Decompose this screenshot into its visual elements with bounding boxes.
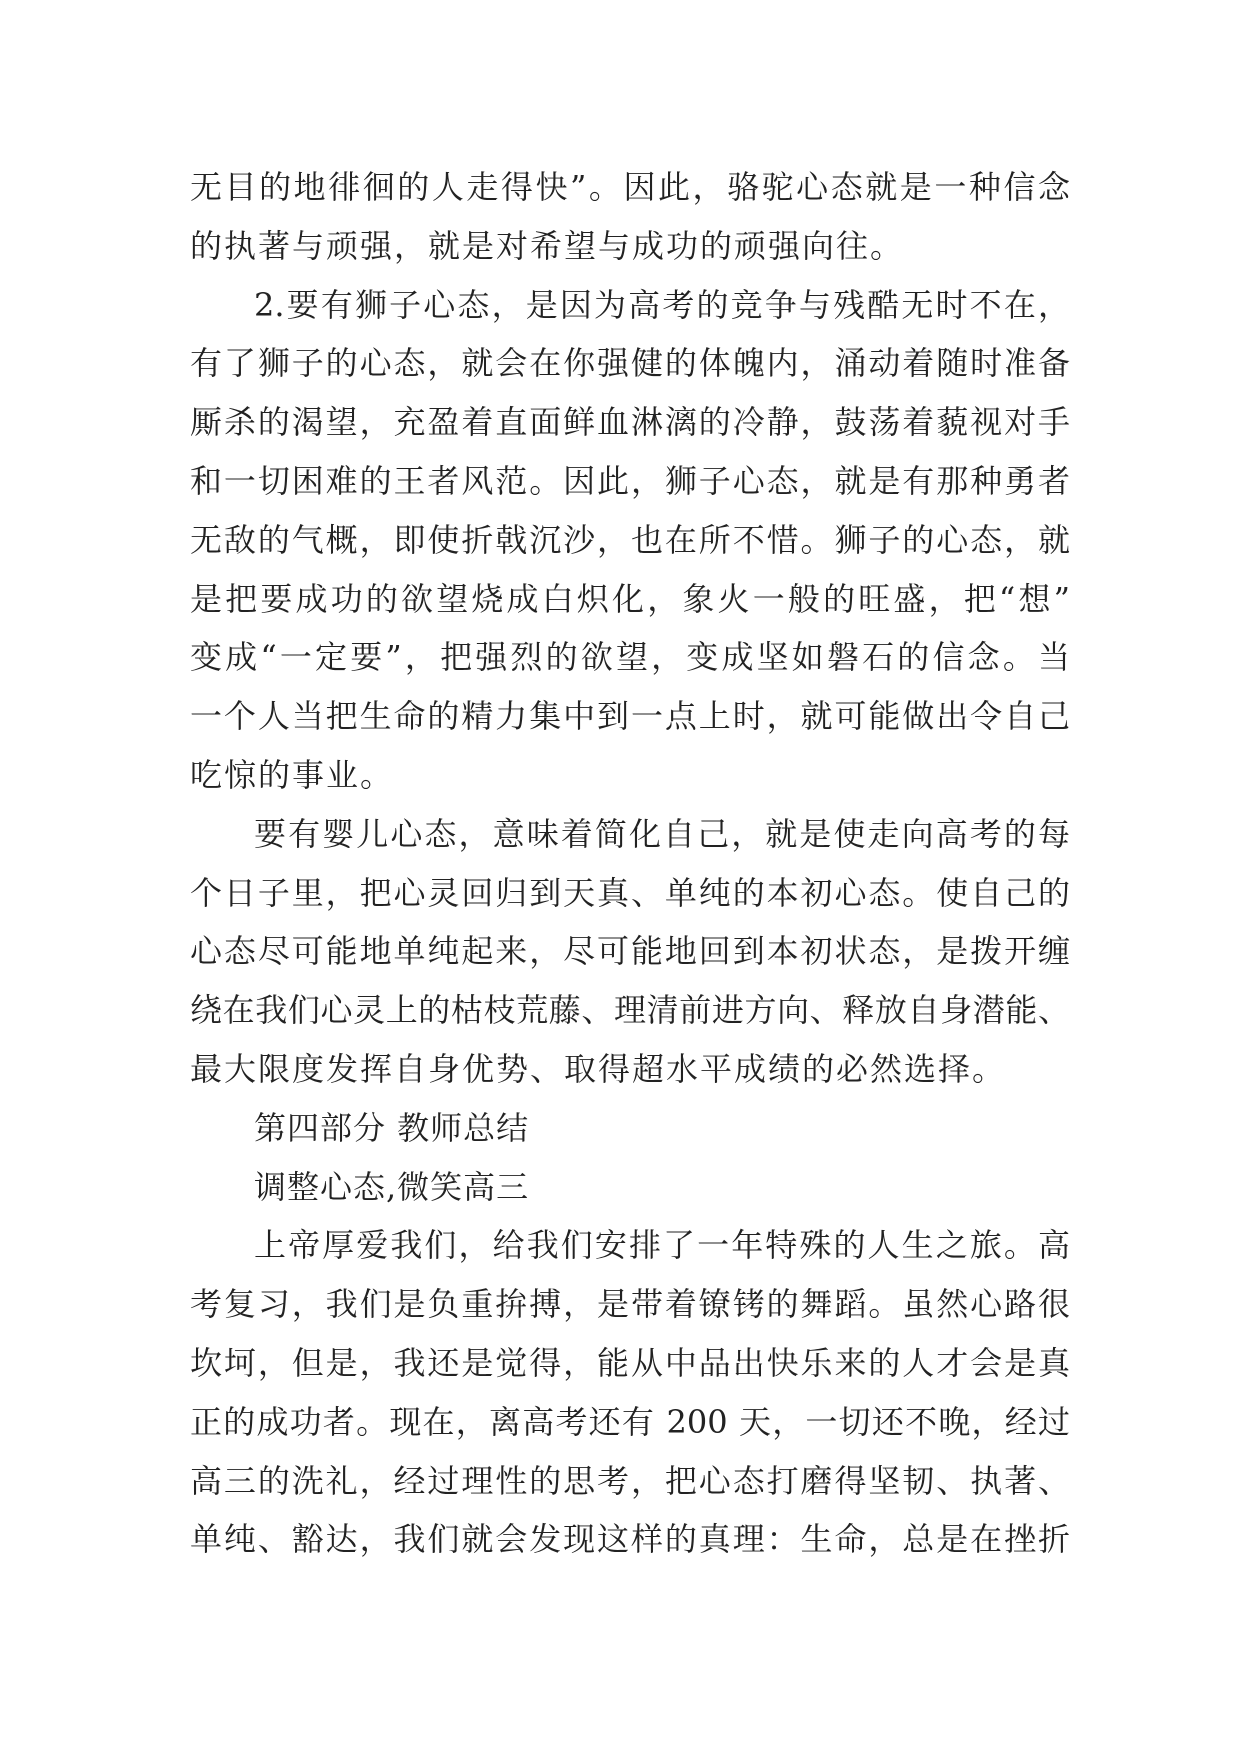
text-line: 变成“一定要”，把强烈的欲望，变成坚如磐石的信念。当: [190, 638, 1070, 677]
text-line: 单纯、豁达，我们就会发现这样的真理：生命，总是在挫折: [190, 1520, 1070, 1559]
text-line: 考复习，我们是负重拚搏，是带着镣铐的舞蹈。虽然心路很: [190, 1285, 1070, 1324]
text-line: 的执著与顽强，就是对希望与成功的顽强向往。: [190, 226, 905, 265]
section-heading: 第四部分 教师总结: [254, 1108, 530, 1147]
text-line: 是把要成功的欲望烧成白炽化，象火一般的旺盛，把“想”: [190, 579, 1070, 618]
text-line: 正的成功者。现在，离高考还有 200 天，一切还不晚，经过: [190, 1402, 1070, 1441]
text-line: 上帝厚爱我们，给我们安排了一年特殊的人生之旅。高: [254, 1226, 1070, 1265]
text-line: 心态尽可能地单纯起来，尽可能地回到本初状态，是拨开缠: [190, 932, 1070, 971]
text-line: 和一切困难的王者风范。因此，狮子心态，就是有那种勇者: [190, 461, 1070, 500]
text-line: 绕在我们心灵上的枯枝荒藤、理清前进方向、释放自身潜能、: [190, 991, 1070, 1030]
text-line: 2.要有狮子心态，是因为高考的竞争与残酷无时不在，: [254, 285, 1070, 324]
text-line: 坎坷，但是，我还是觉得，能从中品出快乐来的人才会是真: [190, 1343, 1070, 1382]
text-line: 无敌的气概，即使折戟沉沙，也在所不惜。狮子的心态，就: [190, 520, 1070, 559]
text-line: 有了狮子的心态，就会在你强健的体魄内，涌动着随时准备: [190, 344, 1070, 383]
text-line: 高三的洗礼，经过理性的思考，把心态打磨得坚韧、执著、: [190, 1461, 1070, 1500]
text-line: 个日子里，把心灵回归到天真、单纯的本初心态。使自己的: [190, 873, 1070, 912]
text-line: 吃惊的事业。: [190, 755, 395, 794]
text-line: 最大限度发挥自身优势、取得超水平成绩的必然选择。: [190, 1049, 1007, 1088]
text-line: 无目的地徘徊的人走得快”。因此，骆驼心态就是一种信念: [190, 168, 1070, 206]
section-subheading: 调整心态,微笑高三: [254, 1167, 530, 1206]
text-line: 厮杀的渴望，充盈着直面鲜血淋漓的冷静，鼓荡着藐视对手: [190, 403, 1070, 442]
body-text: [190, 158, 1070, 1569]
text-line: 要有婴儿心态，意味着简化自己，就是使走向高考的每: [254, 814, 1070, 853]
text-line: 一个人当把生命的精力集中到一点上时，就可能做出令自己: [190, 697, 1070, 736]
